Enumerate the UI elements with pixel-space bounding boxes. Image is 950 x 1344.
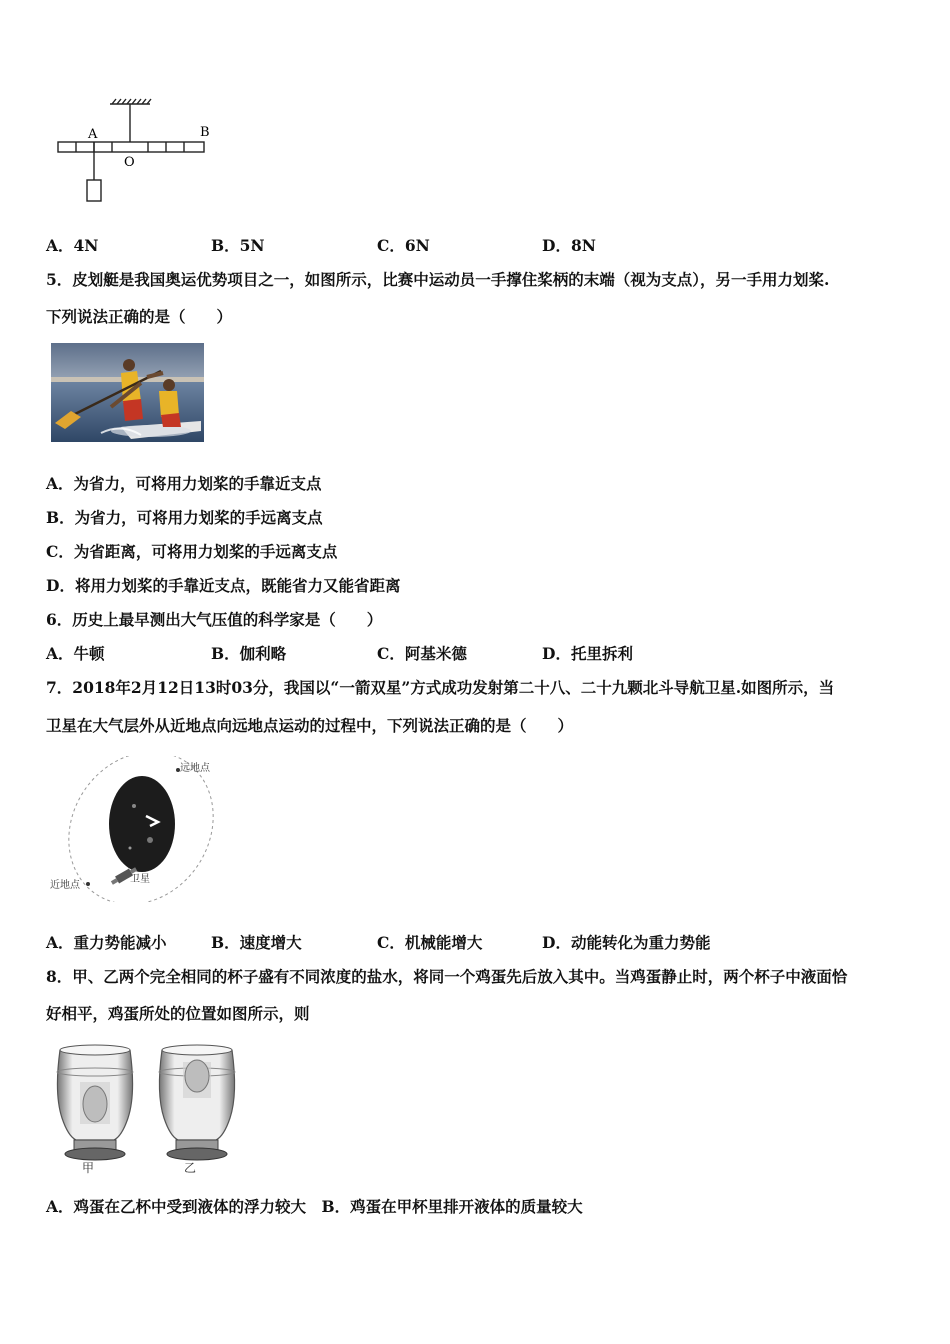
q5-option-d: D．将用力划桨的手靠近支点，既能省力又能省距离 (46, 576, 401, 595)
q7-stem-line2: 卫星在大气层外从近地点向远地点运动的过程中，下列说法正确的是（ ） (46, 716, 574, 735)
q8-options: A．鸡蛋在乙杯中受到液体的浮力较大 B．鸡蛋在甲杯里排开液体的质量较大 (46, 1197, 583, 1216)
q8-stem-line2: 好相平，鸡蛋所处的位置如图所示，则 (46, 1004, 310, 1023)
q7-option-d: D．动能转化为重力势能 (542, 933, 711, 952)
q6-option-c: C．阿基米德 (377, 644, 467, 663)
q7-option-c: C．机械能增大 (377, 933, 483, 952)
lever-label-o: O (124, 155, 135, 170)
q5-option-b: B．为省力，可将用力划桨的手远离支点 (46, 508, 323, 527)
cup1-label: 甲 (82, 1161, 95, 1175)
near-point-label: 近地点 (50, 880, 80, 891)
lever-label-a: A (88, 127, 98, 142)
cup2-label: 乙 (184, 1161, 197, 1175)
lever-label-b: B (200, 125, 210, 140)
q6-stem: 6．历史上最早测出大气压值的科学家是（ ） (46, 610, 383, 629)
q4-option-b: B．5N (211, 236, 265, 255)
q4-option-a: A．4N (46, 236, 99, 255)
q7-option-a: A．重力势能减小 (46, 933, 167, 952)
satellite-orbit-figure (46, 756, 222, 902)
far-point-label: 远地点 (180, 763, 210, 774)
q6-option-b: B．伽利略 (211, 644, 287, 663)
q7-stem-line1: 7．2018年2月12日13时03分，我国以“一箭双星”方式成功发射第二十八、二十九颗北斗导航卫星.如图所示，当 (46, 678, 835, 697)
q8-stem-line1: 8．甲、乙两个完全相同的杯子盛有不同浓度的盐水，将同一个鸡蛋先后放入其中。当鸡蛋静止时，两个杯子中液面恰 (46, 967, 848, 986)
q5-stem-line2: 下列说法正确的是（ ） (46, 307, 233, 326)
q4-option-c: C．6N (377, 236, 430, 255)
q7-option-b: B．速度增大 (211, 933, 302, 952)
q5-option-c: C．为省距离，可将用力划桨的手远离支点 (46, 542, 338, 561)
q4-option-d: D．8N (542, 236, 596, 255)
lever-figure (50, 96, 220, 208)
q6-option-d: D．托里拆利 (542, 644, 633, 663)
satellite-label: 卫星 (130, 874, 150, 885)
q6-option-a: A．牛顿 (46, 644, 105, 663)
egg-cups-figure (50, 1044, 246, 1176)
q5-stem-line1: 5．皮划艇是我国奥运优势项目之一，如图所示，比赛中运动员一手撑住桨柄的末端（视为支点），另一手用力划桨. (46, 270, 830, 289)
q5-option-a: A．为省力，可将用力划桨的手靠近支点 (46, 474, 322, 493)
kayak-photo (51, 343, 204, 442)
